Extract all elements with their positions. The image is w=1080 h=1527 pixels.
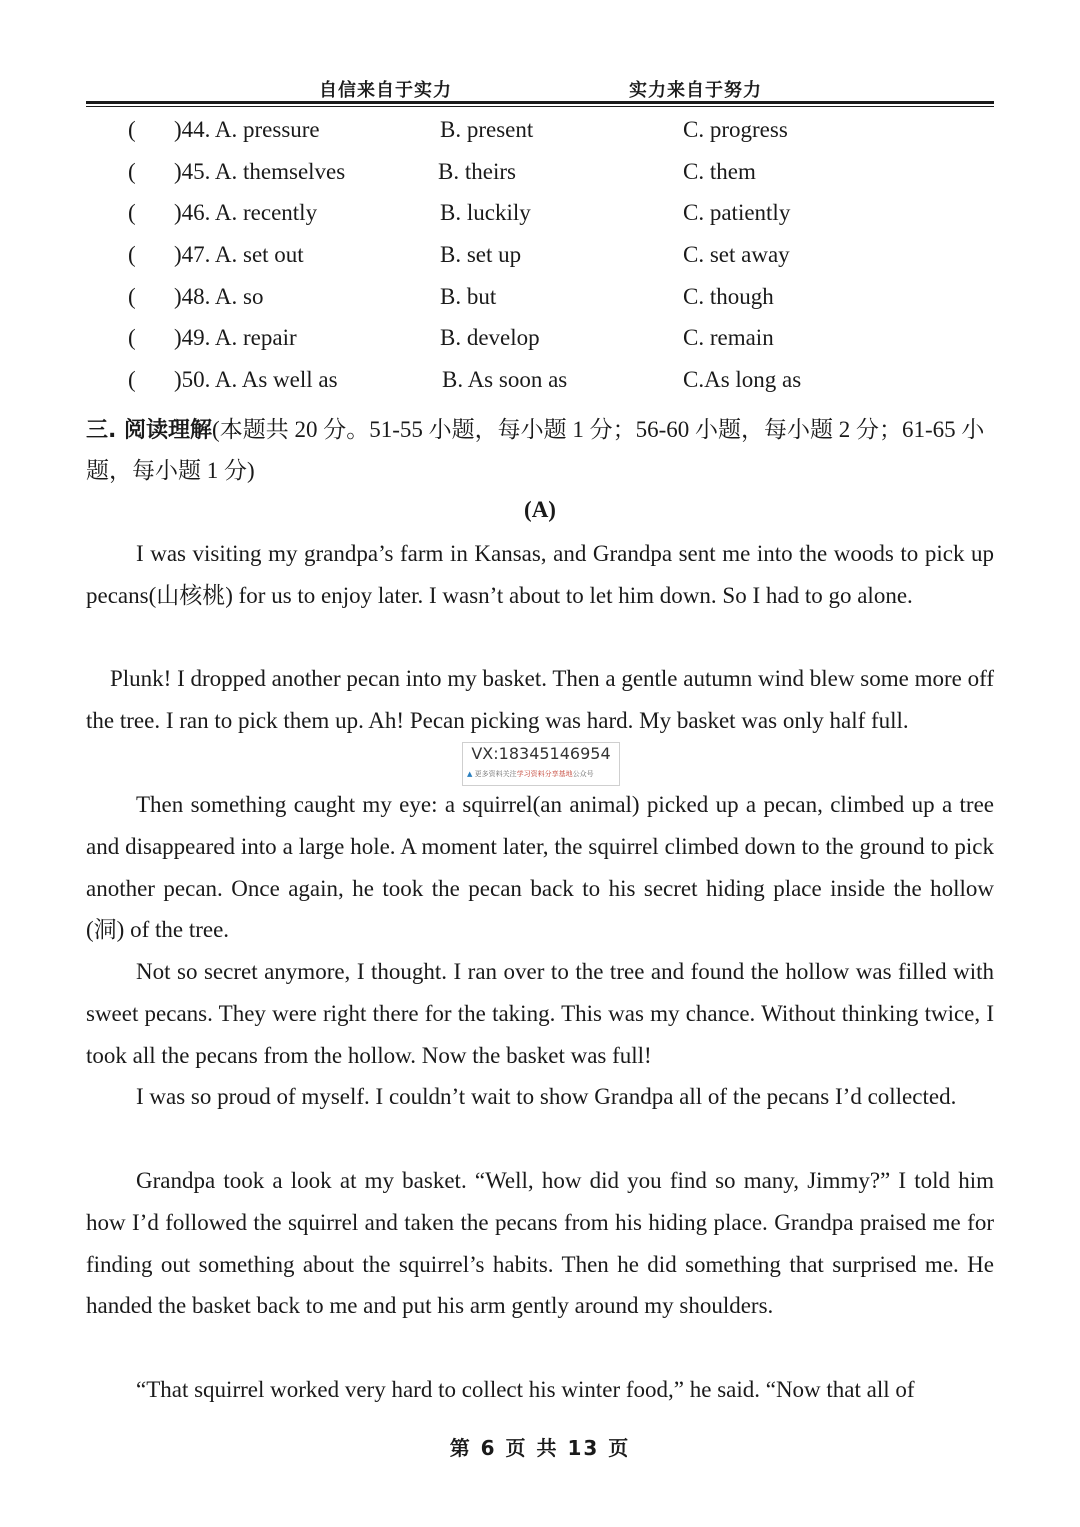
option-c: C. remain	[683, 325, 774, 350]
watermark-stamp	[462, 742, 620, 786]
header-rule-thin	[86, 106, 994, 107]
option-c: C. set away	[683, 242, 790, 267]
option-a: )48. A. so	[174, 284, 264, 309]
option-b: B. develop	[440, 325, 540, 350]
option-b: B. luckily	[440, 200, 531, 225]
paragraph-3: Then something caught my eye: a squirrel(an animal) picked up a pecan, climbed up a tree and disappeared into a large hole. A moment later, the squirrel climbed down to the ground to pick another pecan. Once again, he took the pecan back to his secret hiding place inside the hollow (洞) of the tree.	[86, 792, 994, 943]
answer-blank: (	[128, 284, 136, 309]
header-rule-thick	[86, 101, 994, 104]
option-b: B. but	[440, 284, 497, 309]
answer-blank: (	[128, 325, 136, 350]
header-motto-right: 实力来自于努力	[629, 80, 762, 100]
watermark-id: VX:18345146954	[471, 744, 611, 763]
option-c: C. progress	[683, 117, 788, 142]
option-c: C.As long as	[683, 367, 802, 392]
paragraph-2: Plunk! I dropped another pecan into my basket. Then a gentle autumn wind blew some more off the tree. I ran to pick them up. Ah! Pecan picking was hard. My basket was only half full.	[86, 666, 994, 733]
option-b: B. present	[440, 117, 534, 142]
option-c: C. though	[683, 284, 774, 309]
option-c: C. patiently	[683, 200, 791, 225]
section-title	[86, 410, 996, 491]
section-scoring-note: (本题共 20 分。51-55 小题，每小题 1 分；56-60 小题，每小题 2 分；61-65 小题，每小题 1 分)	[86, 417, 985, 483]
watermark-caption-a: 更多资料关注	[474, 770, 517, 778]
option-b: B. set up	[440, 242, 522, 267]
graduation-cap-icon: ▲	[467, 770, 473, 778]
option-c: C. them	[683, 159, 756, 184]
answer-blank: (	[128, 367, 136, 392]
paragraph-1: I was visiting my grandpa’s farm in Kansas, and Grandpa sent me into the woods to pick up pecans(山核桃) for us to enjoy later. I wasn’t about to let him down. So I had to go alone.	[86, 541, 994, 608]
option-b: B. As soon as	[442, 367, 568, 392]
answer-blank: (	[128, 117, 136, 142]
page-header	[86, 76, 994, 100]
option-b: B. theirs	[438, 159, 516, 184]
paragraph-5: I was so proud of myself. I couldn’t wait to show Grandpa all of the pecans I’d collected.	[136, 1084, 957, 1109]
paragraph-4: Not so secret anymore, I thought. I ran over to the tree and found the hollow was filled with sweet pecans. They were right there for the taking. This was my chance. Without thinking twice, I took all the pecans from the hollow. Now the basket was full!	[86, 959, 994, 1068]
passage-label: (A)	[524, 497, 556, 522]
option-a: )49. A. repair	[174, 325, 297, 350]
page-number: 第 6 页 共 13 页	[449, 1436, 631, 1460]
answer-blank: (	[128, 200, 136, 225]
answer-blank: (	[128, 242, 136, 267]
watermark-caption	[467, 769, 594, 779]
option-a: )50. A. As well as	[174, 367, 338, 392]
watermark-caption-b: 学习资料分享基地	[516, 770, 573, 778]
option-a: )44. A. pressure	[174, 117, 320, 142]
watermark-caption-c: 公众号	[572, 770, 594, 778]
option-a: )46. A. recently	[174, 200, 318, 225]
answer-blank: (	[128, 159, 136, 184]
option-a: )47. A. set out	[174, 242, 304, 267]
paragraph-6: Grandpa took a look at my basket. “Well, how did you find so many, Jimmy?” I told him how I’d followed the squirrel and taken the pecans from his hiding place. Grandpa praised me for finding out something about the squirrel’s habits. Then he did something that surprised me. He handed the basket back to me and put his arm gently around my shoulders.	[86, 1168, 994, 1319]
option-a: )45. A. themselves	[174, 159, 346, 184]
paragraph-7: “That squirrel worked very hard to collect his winter food,” he said. “Now that all of	[136, 1377, 915, 1402]
header-motto-left: 自信来自于实力	[319, 80, 452, 100]
section-heading: 三. 阅读理解	[86, 418, 213, 443]
